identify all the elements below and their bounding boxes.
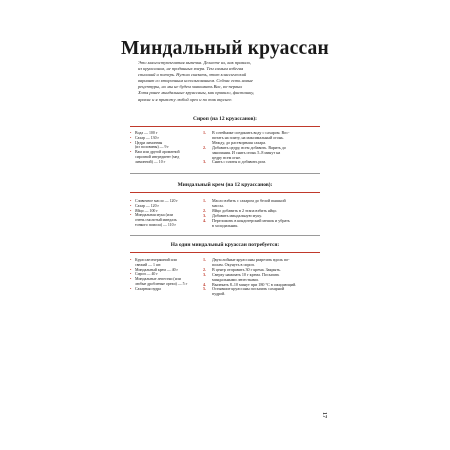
step-item: 4. Переложить в кондитерский мешок и убрать в холодильник. — [203, 217, 290, 228]
ingredient-item: • Сахар — 120 г — [130, 204, 194, 209]
assembly-steps — [203, 258, 321, 297]
section-divider — [130, 173, 320, 174]
step-item: 1. Двухслойные круассаны разрезать вдоль по- полам. Окунуть в сироп. — [203, 257, 290, 267]
step-item: 3. Сверху намазать 10 г крема. Посыпать миндальными лепестками. — [203, 271, 280, 282]
section-divider — [130, 126, 320, 127]
ingredient-item: • Цедра лимонная (из половины) — 9 г — [130, 141, 194, 151]
section-divider — [130, 235, 320, 236]
intro-paragraph — [138, 60, 318, 103]
ingredient-item: • Миндальные лепестки (или любые дробленые орехи) — 5 г — [130, 277, 194, 287]
step-item: 1. Масло взбить с сахаром до белой пышной массы. — [203, 198, 286, 208]
section-title: Миндальный крем (на 12 круассанов): — [177, 182, 273, 188]
ingredient-item: • Вам или другой ароматной сиропной ингредиент (мед лимонной) — 10 г — [130, 150, 194, 164]
step-item: 1. В сотейнике соединить воду с сахаром. Вос- питать на плиту, на максимальный огонь. Между, до растворения сахара. — [203, 130, 290, 145]
page-number: 17 — [321, 412, 327, 418]
intro-line: вариант со вторичным использованием. Сейчас есть новые — [138, 78, 254, 84]
ingredient-item: • Миндальная мука (или очень смолотый миндаль тонкого помола) — 110 г — [130, 213, 194, 227]
intro-line: арахис и я привожу любой орех и по так вкуснее. — [138, 96, 233, 102]
ingredient-item: • Сахар — 130 г — [130, 136, 194, 141]
step-item: 4. Выпекать 8–10 минут при 180 °С в ожидающий. — [203, 281, 297, 287]
intro-line: списаний и потерь. Нужно сказать, этот классический — [138, 72, 247, 78]
ingredient-item: • Сливочное масло — 120 г — [130, 199, 194, 204]
section-title: На один миндальный круассан потребуется: — [170, 242, 280, 248]
assembly-section-header — [130, 242, 320, 253]
cream-steps — [203, 199, 321, 228]
page-title: Миндальный круассан — [121, 38, 329, 59]
syrup-section-header — [130, 116, 320, 127]
ingredient-item: • Миндальный крем — 40 г — [130, 268, 194, 273]
section-end — [130, 235, 320, 236]
syrup-ingredients — [130, 131, 194, 165]
ingredient-item: • Сахарная пудра — [130, 287, 194, 292]
ingredient-item: • Круассан вчерашний или свежий — 1 шт. — [130, 258, 194, 268]
step-item: 5. Остывшие круассаны посыпать сахарной пудрой. — [203, 286, 285, 297]
intro-line: из круассанов, не проданных вчера. Тем самым избегая — [138, 66, 244, 72]
ingredient-item: • Яйцо — 100 г — [130, 209, 194, 214]
section-end — [130, 173, 320, 174]
intro-line: рецептуры, но мы не будем знакомить Вас, во-первых — [138, 84, 243, 90]
section-divider — [130, 252, 320, 253]
ingredient-item: • Сироп — 40 г — [130, 272, 194, 277]
ingredient-item: • Вода — 100 г — [130, 131, 194, 136]
step-item: 2. Яйцо добавить в 2 этапа взбить яйцо. — [203, 207, 278, 213]
section-divider — [130, 192, 320, 193]
assembly-ingredients — [130, 258, 194, 292]
cream-ingredients — [130, 199, 194, 228]
cream-section-header — [130, 182, 320, 193]
step-item: 3. Добавить миндальную муку. — [203, 212, 262, 218]
step-item: 3. Снять с плиты и добавить ром. — [203, 159, 266, 165]
intro-line: Хотя ранее миндальные круассаны, как правило, фисташку, — [138, 90, 255, 96]
step-item: 2. В центр отправить 30 г крема. Закрыть. — [203, 266, 281, 272]
syrup-steps — [203, 131, 321, 165]
intro-line: Это многоступенчатая выпечка. Делаете их, как правило, — [138, 60, 252, 65]
section-title: Сироп (на 12 круассанов): — [193, 116, 257, 122]
step-item: 2. Добавить цедру, всем добавить. Варить до закипания. И снять огонь 5–8 минут на цедру всем огне. — [203, 144, 286, 160]
